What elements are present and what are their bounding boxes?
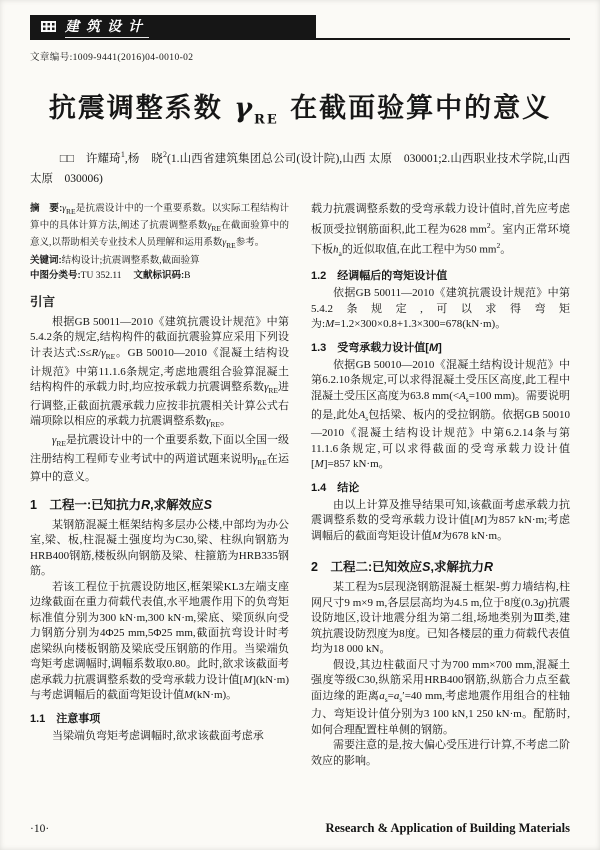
right-column [311,202,570,815]
keywords-label: 关键词: [30,254,62,266]
paragraph-s2-1: 某工程为5层现浇钢筋混凝土框架-剪力墙结构,柱网尺寸9 m×9 m,各层层高均为4.5 m,位于8度(0.3g)抗震设防地区,设计地震分组为第二组,场地类别为Ⅲ类,建筑抗震设防烈度为8度。已知各楼层的重力荷载代表值均为18 000 kN。 [311,581,570,656]
section-heading-intro: 引言 [30,294,56,309]
abstract-block [30,202,289,253]
doc-code-value: B [184,270,191,281]
keywords-block [30,254,289,268]
page-footer [30,815,570,836]
article-number: 文章编号:1009-9441(2016)04-0010-02 [30,53,194,63]
section-heading-1: 1 工程一:已知抗力R,求解效应S [30,497,212,512]
paragraph-s1-1: 某钢筋混凝土框架结构多层办公楼,中部均为办公室,梁、板,柱混凝土强度均为C30,梁、柱纵向钢筋为HRB400钢筋,楼板纵向钢筋及梁、柱箍筋为HRB335钢筋。 [30,518,289,578]
section-heading-1-4: 1.4 结论 [311,481,360,494]
section-heading-1-1: 1.1 注意事项 [30,712,101,725]
banner-pattern-icon [41,21,56,32]
paragraph-s11-continued: 载力抗震调整系数的受弯承载力设计值时,首先应考虑板顶受拉钢筋面积,此工程为628 $mm^2$。室内正常环境下板$h_a$的近似取值,在此工程中为50 $mm^2$。 [311,203,570,258]
left-column [30,202,289,815]
paragraph-s12: 依据GB 50011—2010《建筑抗震设计规范》中第5.4.2条规定,可以求得弯矩为:M=1.2×300×0.8+1.3×300=678(kN·m)。 [311,287,570,331]
paragraph-s2-2: 假设,其边柱截面尺寸为700 mm×700 mm,混凝土强度等级C30,纵筋采用HRB400钢筋,纵筋合力点至截面边缘的距离$a_s=a_s'=40$ mm,考虑地震作用组合的柱轴力、弯矩设计值分别为3 100 kN,1 250 kN·m。配筋时,如何合理配置柱单侧的钢筋。 [311,658,570,736]
section-heading-1-2: 1.2 经调幅后的弯矩设计值 [311,270,448,283]
authors-affiliation-line: □□ 许耀琦$^1$,杨 晓$^2$(1.山西省建筑集团总公司(设计院),山西 太原 030001;2.山西职业技术学院,山西 太原 030006) [30,150,570,185]
paragraph-s1-2: 若该工程位于抗震设防地区,框架梁KL3左端支座边缘截面在重力荷载代表值,水平地震作用下的负弯矩标准值分别为300 kN·m,300 kN·m,梁底、梁顶纵向受力钢筋分别为4Φ25 mm,5Φ25 mm,截面抗弯设计时考虑梁纵向楼板钢筋及梁底受压钢筋的作用。当梁端负弯矩考虑调幅时,调幅系数取0.80。此时,欲求该截面考虑承载力抗震调整系数的受弯承载力设计值[M](kN·m)与考虑调幅后的截面弯矩设计值M(kN·m)。 [30,580,289,702]
section-heading-2: 2 工程二:已知效应S,求解抗力R [311,560,493,575]
journal-masthead [30,15,570,40]
clc-label: 中图分类号: [30,269,81,281]
page-number: ·10· [30,823,50,835]
abstract-text: $\gamma_{RE}$是抗震设计中的一个重要系数。以实际工程结构计算中的具体计算方法,阐述了抗震调整系数$\gamma_{RE}$在截面验算中的意义,以帮助相关专业技术人员理解和运用系数$\gamma_{RE}$参考。 [30,204,289,250]
keywords-text: 结构设计;抗震调整系数,截面验算 [61,255,200,266]
paragraph-s11-left: 当梁端负弯矩考虑调幅时,欲求该截面考虑承 [52,729,264,742]
paper-title: 抗震调整系数 $\gamma_{RE}$ 在截面验算中的意义 [48,93,552,128]
clc-block [30,269,289,283]
paragraph-intro-2: $\gamma_{RE}$是抗震设计中的一个重要系数,下面以全国一级注册结构工程师专业考试中的两道试题来说明$\gamma_{RE}$在运算中的意义。 [30,434,290,484]
doc-code-label: 文献标识码: [133,269,185,281]
two-column-body [30,202,570,815]
clc-value: TU 352.11 [80,270,122,281]
abstract-label: 摘 要: [30,203,63,215]
paragraph-s13: 依据GB 50010—2010《混凝土结构设计规范》中第6.2.10条规定,可以求得混凝土受压区高度,此工程中混凝土受压区高度为63.8 $mm(<A_s=100$ mm)。需要说明的是,此处$A_s$包括梁、板内的受拉钢筋。依据GB 50010—2010《混凝土结构设计规范》中第6.2.14条与第11.1.6条规定,可以求得截面的受弯承载力设计值[M]=857 kN·m。 [311,358,570,471]
paragraph-s2-3: 需要注意的是,按大偏心受压进行计算,不考虑二阶效应的影响。 [311,739,570,767]
section-heading-1-3: 1.3 受弯承载力设计值[M] [311,341,442,354]
journal-banner [30,15,316,38]
journal-title: 建筑设计 [65,16,149,38]
paragraph-s14: 由以上计算及推导结果可知,该截面考虑承载力抗震调整系数的受弯承载力设计值[M]为857 kN·m;考虑调幅后的截面弯矩设计值M为678 kN·m。 [311,498,570,542]
journal-name-english: Research & Application of Building Materials [325,821,570,835]
paragraph-intro-1: 根据GB 50011—2010《建筑抗震设计规范》中第5.4.2条的规定,结构构件的截面抗震验算应采用下列设计表达式$:S\le R/\gamma_{RE}$。GB 50010—2010《混凝土结构设计规范》中第11.1.6条规定,考虑地震组合验算混凝土结构构件的承载力时,均应按承载力抗震调整系数$\gamma_{RE}$进行调整,正截面抗震承载力应按非抗震相关计算公式右端项除以相应的承载力抗震调整系数$\gamma_{RE}$。 [30,315,290,430]
